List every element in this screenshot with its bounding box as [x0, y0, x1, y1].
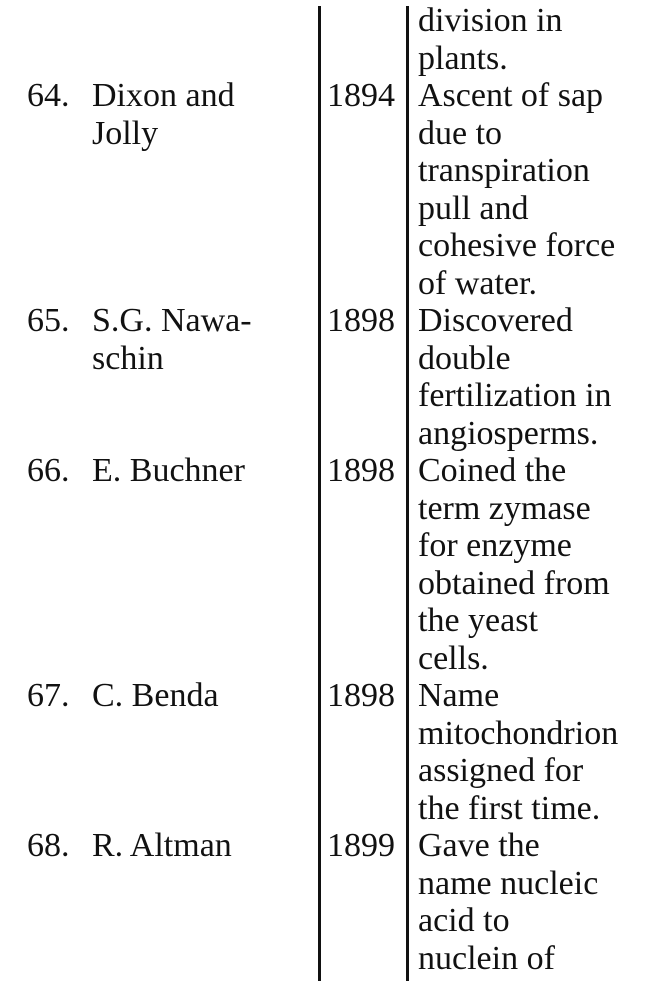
description-line: Coined the: [418, 452, 567, 489]
description-line: Gave the: [418, 827, 540, 864]
entry-number: 65.: [27, 302, 70, 339]
description-line: mitochondrion: [418, 714, 619, 752]
description-line: of water.: [418, 264, 537, 302]
description-line: term zymase: [418, 489, 591, 527]
column-divider-left: [318, 6, 321, 981]
entry-year: 1899: [327, 827, 395, 864]
description-line: the yeast: [418, 602, 538, 639]
entry-number: 66.: [27, 452, 70, 489]
entry-number: 67.: [27, 677, 70, 714]
description-line: acid to: [418, 902, 510, 939]
scientist-name: C. Benda: [92, 677, 219, 714]
description-line: nuclein of: [418, 939, 555, 977]
description-line: for enzyme: [418, 527, 572, 564]
description-line: Ascent of sap: [418, 77, 604, 114]
scientist-name: S.G. Nawa-: [92, 302, 252, 339]
description-line: fertilization in: [418, 377, 612, 414]
column-divider-right: [406, 6, 409, 981]
description-line: name nucleic: [418, 864, 599, 902]
description-line: double: [418, 339, 511, 377]
entry-year: 1898: [327, 302, 395, 339]
description-line: assigned for: [418, 752, 584, 789]
continued-description-line: division in: [418, 2, 563, 39]
description-line: the first time.: [418, 789, 601, 827]
entry-year: 1898: [327, 677, 395, 714]
scientist-name: Dixon and: [92, 77, 235, 114]
description-line: obtained from: [418, 564, 610, 602]
description-line: cohesive force: [418, 227, 616, 264]
description-line: due to: [418, 114, 503, 152]
description-line: Name: [418, 677, 500, 714]
scientist-name: R. Altman: [92, 827, 232, 864]
description-line: transpiration: [418, 152, 590, 189]
scientist-name: schin: [92, 339, 164, 377]
scientist-name: E. Buchner: [92, 452, 245, 489]
entry-year: 1898: [327, 452, 395, 489]
scientist-name: Jolly: [92, 114, 159, 152]
description-line: pull and: [418, 189, 529, 227]
entry-number: 64.: [27, 77, 70, 114]
description-line: angiosperms.: [418, 414, 599, 452]
description-line: Discovered: [418, 302, 573, 339]
description-line: cells.: [418, 639, 489, 677]
entry-year: 1894: [327, 77, 395, 114]
entry-number: 68.: [27, 827, 70, 864]
continued-description-line: plants.: [418, 39, 508, 77]
